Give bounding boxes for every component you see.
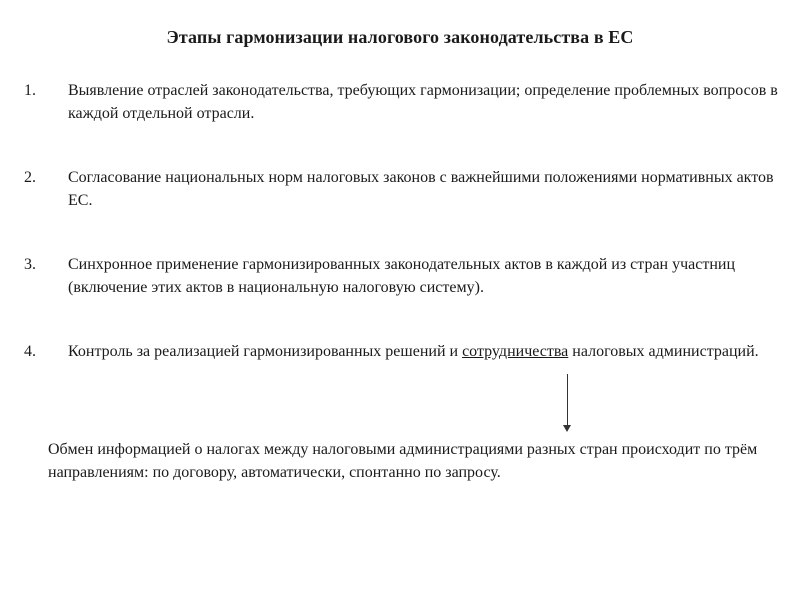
list-item-number: 4.	[24, 343, 36, 360]
list-item-text: Согласование национальных норм налоговых законов с важнейшими положениями нормативных актов ЕС.	[68, 169, 774, 209]
list-item-text: Синхронное применение гармонизированных законодательных актов в каждой из стран участниц (включение этих актов в национальную налоговую систему).	[68, 256, 736, 296]
list-item-number: 1.	[24, 82, 36, 99]
list-item-2	[24, 166, 784, 212]
list-item-number: 2.	[24, 169, 36, 186]
list-item-number: 3.	[24, 256, 36, 273]
down-arrow-icon	[563, 425, 571, 432]
list-item-text-before: Контроль за реализацией гармонизированных решений и	[68, 343, 463, 360]
list-item-text-after: налоговых администраций.	[568, 343, 759, 360]
list-item-3	[24, 253, 784, 299]
slide-title: Этапы гармонизации налогового законодательства в ЕС	[166, 27, 634, 47]
list-item-1	[24, 79, 784, 125]
list-item-text: Выявление отраслей законодательства, требующих гармонизации; определение проблемных вопросов в каждой отдельной отрасли.	[68, 82, 778, 122]
list-item-4	[24, 340, 784, 363]
exchange-note: Обмен информацией о налогах между налоговыми администрациями разных стран происходит по трём направлениям: по договору, автоматически, спонтанно по запросу.	[48, 441, 758, 481]
underlined-term: сотрудничества	[462, 343, 569, 360]
down-arrow-line	[567, 374, 568, 426]
list-item-text	[68, 340, 784, 363]
